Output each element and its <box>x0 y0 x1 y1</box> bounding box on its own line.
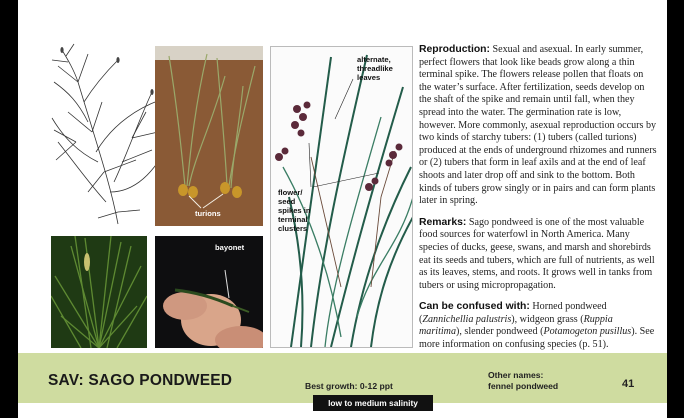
remarks-paragraph <box>419 217 657 293</box>
sago-pondweed-plant-photo <box>270 46 413 348</box>
salinity-badge: low to medium salinity <box>313 395 433 411</box>
confused-text-3: ), slender pondweed ( <box>456 326 544 338</box>
species-name: Ruppia maritima <box>419 313 613 338</box>
remarks-text: Sago pondweed is one of the most valuable food sources for waterfowl in North America. Many species of ducks, geese, swans, and marsh and shorebirds eat its seeds and tubers, which are full of nutrients, as well as its leaves, stems, and roots. It grows well in tanks from tubers or using micropropagation. <box>419 216 655 291</box>
species-name: Potamogeton pusillus <box>543 326 632 338</box>
seed-spike-photo <box>51 236 147 348</box>
turions-label: turions <box>195 209 221 218</box>
bayonet-label: bayonet <box>215 243 245 252</box>
remarks-heading: Remarks: <box>419 216 467 228</box>
confused-text-1: Horned pondweed ( <box>419 301 607 325</box>
reproduction-paragraph <box>419 44 657 208</box>
confused-text-2: ), widgeon grass ( <box>511 313 584 325</box>
alternate-leaves-label: alternate, threadlike leaves <box>357 55 393 82</box>
line-drawing-illustration <box>48 42 166 227</box>
page-title: SAV: SAGO PONDWEED <box>48 372 233 389</box>
best-growth: Best growth: 0-12 ppt <box>305 381 393 391</box>
flower-spikes-label: flower/ seed spikes in terminal clusters <box>278 188 311 233</box>
turions-photo <box>155 46 263 226</box>
other-names <box>488 370 558 391</box>
bayonet-photo <box>155 236 263 348</box>
species-name: Zannichellia palustris <box>422 313 512 325</box>
guide-page <box>18 0 667 418</box>
description-column <box>419 44 657 361</box>
other-names-label: Other names: <box>488 370 544 380</box>
confused-paragraph <box>419 301 657 351</box>
reproduction-heading: Reproduction: <box>419 44 490 55</box>
page-number: 41 <box>622 378 635 390</box>
reproduction-text: Sexual and asexual. In early summer, perfect flowers that look like beads grow along a thin terminal spike. The flowers release pollen that floats on the water’s surface. After fertilization, seeds develop on the shaft of the spike and remain until fall, when they spread into the water. The germination rate is low, however. More commonly, asexual reproduction occurs by two kinds of starchy tubers: (1) tubers (called turions) produced at the ends of underground rhizomes and runners or (2) tubers that form in leaf axils and at the end of leaf shoots and later drop off and sink to the bottom. Both kinds of tubers grow singly or in pairs and can form plants later in spring. <box>419 44 657 207</box>
confused-text-4: ). See more information on confusing species (p. 51). <box>419 326 655 351</box>
confused-heading: Can be confused with: <box>419 301 530 313</box>
other-names-value: fennel pondweed <box>488 380 559 391</box>
